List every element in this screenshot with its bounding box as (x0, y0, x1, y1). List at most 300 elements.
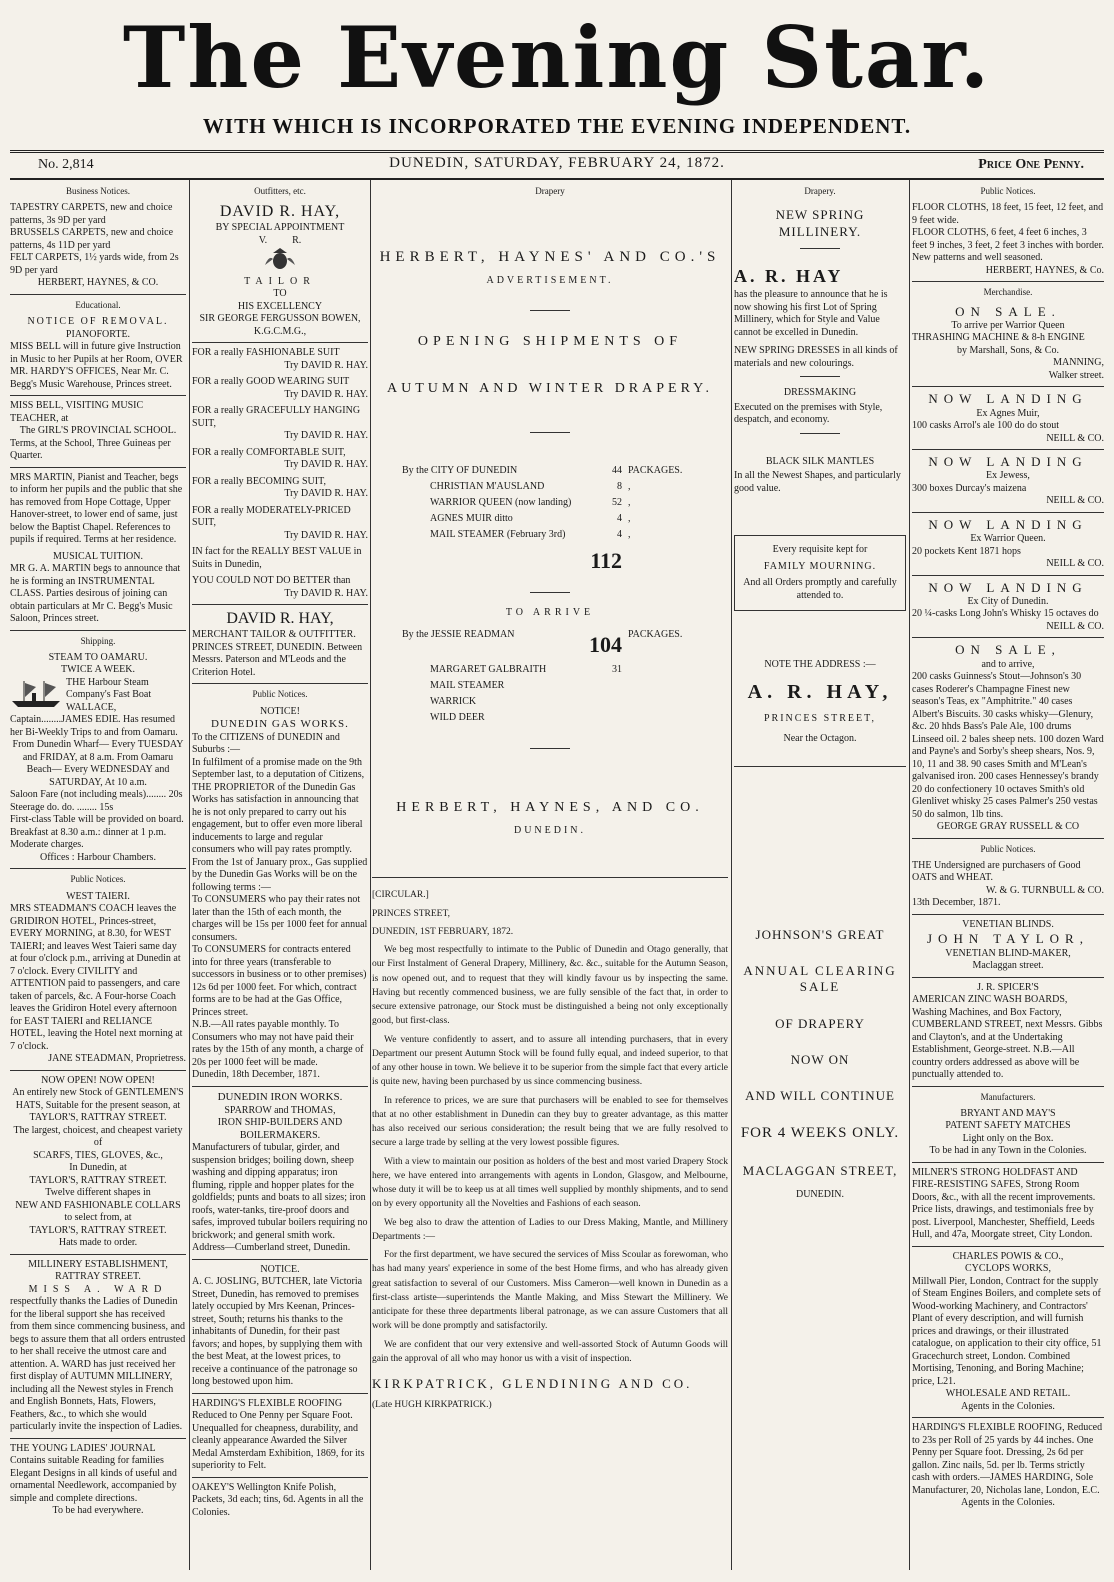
journal-end: To be had everywhere. (52, 1505, 144, 1516)
ad-suit-6 (192, 505, 368, 543)
nowopen-title: NOW OPEN! NOW OPEN! (41, 1074, 155, 1086)
divider (192, 1477, 368, 1478)
dash (530, 748, 570, 749)
floor-2: FLOOR CLOTHS, 6 feet, 4 feet 6 inches, 3 feet 9 inches, 3 feet, 2 feet 3 inches with border. (912, 227, 1104, 251)
ship-unit: , (628, 512, 631, 524)
ship-qty: 44 (612, 464, 622, 476)
section-drapery: Drapery (535, 186, 565, 196)
patent-had: To be had in any Town in the Colonies. (929, 1145, 1087, 1157)
column-5 (912, 182, 1104, 1574)
hh-dunedin: DUNEDIN. (513, 824, 587, 836)
arrive-jessie: By the JESSIE READMAN (402, 629, 515, 641)
johnson-will: AND WILL CONTINUE (745, 1088, 895, 1103)
gas-title: DUNEDIN GAS WORKS. (211, 718, 349, 730)
oakey-body: OAKEY'S Wellington Knife Polish, Packets, 3d each; tins, 6d. Agents in all the Colonies. (192, 1481, 364, 1518)
suit-try: Try DAVID R. HAY. (284, 587, 368, 599)
divider (912, 637, 1104, 638)
landing-sign: NEILL & CO. (1046, 432, 1104, 444)
divider (10, 1070, 186, 1071)
arh-princes: PRINCES STREET, (763, 712, 877, 724)
hh-opening: OPENING SHIPMENTS OF (417, 333, 683, 349)
nowopen-body: An entirely new Stock of GENTLEMEN'S HATS, Suitable for the present season, at TAYLOR'S, RATTRAY STREET. (12, 1087, 184, 1123)
arh-name-2: A. R. HAY, (747, 680, 893, 703)
turnbull-sign: W. & G. TURNBULL & CO. (986, 884, 1104, 896)
arh-octagon: Near the Octagon. (783, 733, 857, 745)
arh-body: has the pleasure to announce that he is now showing his first Lot of Spring Millinery, which for Style and Value cannot be excelled in Dunedin. (734, 289, 888, 338)
divider (10, 395, 186, 396)
ad-landing-4 (912, 580, 1104, 634)
dash (800, 248, 840, 249)
circular-street: PRINCES STREET, (372, 908, 450, 919)
section-outfitters: Outfitters, etc. (254, 186, 306, 196)
divider (912, 1417, 1104, 1418)
landing-items: 20 pockets Kent 1871 hops (912, 545, 1021, 557)
shipment-row (402, 527, 698, 543)
thrash-walker: Walker street. (1048, 369, 1104, 381)
onsale2-sub: and to arrive, (981, 658, 1035, 670)
onsale2-title: ON SALE, (955, 642, 1061, 658)
column-1 (10, 182, 186, 1574)
ad-carpets (10, 202, 186, 290)
spring-millinery: NEW SPRING MILLINERY. (775, 207, 865, 239)
divider (192, 342, 368, 343)
johnson-now: NOW ON (790, 1051, 850, 1067)
suit-try: Try DAVID R. HAY. (284, 459, 368, 471)
josling-body: A. C. JOSLING, BUTCHER, late Victoria Street, Dunedin, has removed to premises lately occupied by Mrs Keenan, Princes-street, South; returns his thanks to the inhabitants of Dunedin, for their past favors; and hopes, by supplying them with the best Meat, at the lowest prices, to receive a continuance of the patronage so long bestowed upon him. (192, 1276, 363, 1387)
landing-items: 100 casks Arrol's ale 100 do do stout (912, 420, 1060, 431)
ship-unit: PACKAGES. (628, 464, 683, 476)
bell-school: The GIRL'S PROVINCIAL SCHOOL. (19, 425, 177, 436)
johnson-title: JOHNSON'S GREAT (755, 926, 885, 942)
spacer (622, 662, 698, 678)
shipment-total-row (402, 543, 698, 578)
shipment-list (372, 463, 728, 578)
ad-spicer (912, 982, 1104, 1082)
landing-sign: NEILL & CO. (1046, 558, 1104, 569)
ship-qty: 4 (617, 528, 622, 540)
circular-para: In reference to prices, we are sure that purchasers will be enabled to see for themselves that at no other establishment in Dunedin can they buy to greater advantage, as this matter has also received our serious consideration; the result being that we are fully resolved to secure a large trade by selling at the very lowest possible figures. (372, 1095, 728, 1149)
suit-try: Try DAVID R. HAY. (284, 388, 368, 400)
issue-date: DUNEDIN, SATURDAY, FEBRUARY 24, 1872. (389, 155, 725, 171)
iron-firm: SPARROW and THOMAS, (224, 1104, 336, 1116)
gas-date: Dunedin, 18th December, 1871. (192, 1069, 320, 1081)
steam-offices: Offices : Harbour Chambers. (40, 851, 156, 863)
thrash-by: by Marshall, Sons, & Co. (957, 344, 1059, 356)
carpet-tapestry: TAPESTRY CARPETS, new and choice patterns, 3s 9D per yard (10, 202, 173, 226)
ship-qty: 8 (617, 480, 622, 492)
divider (912, 914, 1104, 915)
ad-roofing-2 (912, 1422, 1104, 1510)
hay-sir: SIR GEORGE FERGUSSON BOWEN, K.G.C.M.G., (199, 313, 361, 337)
scarfs-lead: The largest, choicest, and cheapest variety of (13, 1124, 183, 1148)
roof2-agents: Agents in the Colonies. (961, 1497, 1055, 1509)
gas-nb: N.B.—All rates payable monthly. To Consumers who may not have paid their rates by the 15th of any month, a charge of 20s per 1000 feet will be made. (192, 1019, 364, 1068)
column-divider (370, 180, 371, 1570)
column-divider (909, 180, 910, 1570)
ship-qty: 52 (612, 496, 622, 508)
mantles-body: In all the Newest Shapes, and particularly good value. (734, 470, 901, 494)
circular-para: We venture confidently to assert, and to assure all intending purchasers, that in every Department our present Autumn Stock will be found fully equal, and indeed superior, to that of any other house in town. We believe it to be superior from the simple fact that every article is quite new, having been purchased by us since commencing business. (372, 1034, 728, 1088)
tuition-title: MUSICAL TUITION. (53, 550, 143, 562)
gas-jan: From the 1st of January prox., Gas supplied by the Dunedin Gas Works will be on the following terms :— (192, 856, 368, 893)
spicer-body: AMERICAN ZINC WASH BOARDS, Washing Machines, and Box Factory, CUMBERLAND STREET, next Messrs. Gibbs and Clayton's, and at the Undertaking Establishment, George-street. N.B.—All country orders addressed as above will be punctually attended to. (912, 994, 1103, 1080)
section-educational: Educational. (10, 294, 186, 313)
ship-qty: 4 (617, 512, 622, 524)
section-public-4: Public Notices. (912, 838, 1104, 857)
divider (192, 604, 368, 605)
steam-title: STEAM TO OAMARU. (48, 651, 148, 663)
section-business: Business Notices. (66, 186, 130, 196)
divider (372, 877, 728, 878)
circular-para: We beg also to draw the attention of Ladies to our Dress Making, Mantle, and Millinery Departments :— (372, 1217, 728, 1242)
taieri-body: MRS STEADMAN'S COACH leaves the GRIDIRON HOTEL, Princes-street, EVERY MORNING, at 8.30, for WEST TAIERI; and leaves West Taieri same day at four o'clock p.m., arriving at Dunedin at 7 o'clock. Every CIVILITY and ATTENTION paid to passengers, and care taken of parcels, &c. A Four-horse Coach leaves the Gridiron Hotel every afternoon for EAST TAIERI and RELIANCE HOTEL, leaving the Hotel next morning at 7 o'clock. (10, 903, 183, 1052)
iron-body: Manufacturers of tubular, girder, and suspension bridges; boiling down, sheep washing and dipping apparatus; iron fluming, ripple and hopper plates for the goldfields; punts and boats to all sizes; iron roofs, water-tanks, tire-proof doors and safes, improved tubular boilers requiring no brickwork; and general smith work. Address—Cumberland street, Dunedin. (192, 1142, 368, 1253)
mantles-title: BLACK SILK MANTLES (765, 455, 875, 467)
landing-title: NOW LANDING (928, 454, 1088, 469)
divider (912, 512, 1104, 513)
taylor-sub: VENETIAN BLIND-MAKER, (945, 947, 1071, 959)
roof2-body: HARDING'S FLEXIBLE ROOFING, Reduced to 23s per Roll of 25 yards by 44 inches. One Penny per Square foot. Dressing, 2s 6d per gallon. Zinc nails, 5d. per lb. Terms strictly cash with orders.—JAMES HARDING, Sole Manufacturer, 20, Nicholas lane, London, E.C. (912, 1422, 1103, 1496)
steam-wharf: From Dunedin Wharf— Every TUESDAY and FRIDAY, at 8 a.m. From Oamaru Beach— Every WEDNESDAY and SATURDAY, At 10 a.m. (12, 739, 184, 788)
divider (192, 1259, 368, 1260)
circular-para: We are confident that our very extensive and well-assorted Stock of Autumn Goods will gain the approval of all who may honor us with a visit of inspection. (372, 1339, 728, 1364)
iron-title: DUNEDIN IRON WORKS. (217, 1090, 343, 1103)
floor-1: FLOOR CLOTHS, 18 feet, 15 feet, 12 feet, and 9 feet wide. (912, 202, 1104, 226)
landing-sign: NEILL & CO. (1046, 495, 1104, 507)
circular (372, 888, 728, 1412)
hay-to: TO (273, 288, 287, 300)
ward-title: MISS A. WARD (28, 1283, 168, 1295)
oats-body: THE Undersigned are purchasers of Good OATS and WHEAT. (912, 859, 1081, 884)
onsale-to: To arrive per Warrior Queen (951, 319, 1065, 331)
hay-name: DAVID R. HAY, (219, 203, 341, 221)
kirk-firm: KIRKPATRICK, GLENDINING AND CO. (372, 1376, 693, 1392)
suit-try: Try DAVID R. HAY. (284, 488, 368, 500)
hay-appointment: BY SPECIAL APPOINTMENT (215, 222, 345, 234)
divider (912, 1246, 1104, 1247)
powis-body: Millwall Pier, London, Contract for the supply of Steam Engines Boilers, and complete sets of Wood-working Machinery, and Contractors' Plant of every description, and will furnish prices and drawings, or their illustrated catalogue, on application to their city office, 51 Gracechurch street, London. Combined Mortising, Tenoning, and Boring Machine; price, L21. (912, 1275, 1102, 1387)
ship-total: 112 (590, 547, 622, 573)
collars-to: to select from, at (64, 1212, 132, 1223)
powis-agents: Agents in the Colonies. (961, 1400, 1055, 1412)
hay-vr-text: V. R. (258, 234, 302, 246)
landing-sign: NEILL & CO. (1046, 620, 1104, 632)
johnson-annual: ANNUAL CLEARING SALE (743, 963, 897, 995)
shipment-row (402, 511, 698, 527)
ad-thrash (912, 304, 1104, 383)
suit-line: FOR a really FASHIONABLE SUIT (192, 347, 340, 359)
ad-floorcloth (912, 202, 1104, 277)
issue-price: Price One Penny. (978, 157, 1084, 172)
carpet-brussels: BRUSSELS CARPETS, new and choice patterns, 4s 11D per yard (10, 227, 174, 251)
suit-line: FOR a really COMFORTABLE SUIT, (192, 446, 346, 458)
mourning-orders: And all Orders promptly and carefully attended to. (743, 577, 897, 601)
landing-title: NOW LANDING (928, 516, 1088, 532)
taieri-sign: JANE STEADMAN, Proprietress. (48, 1053, 186, 1064)
ad-russell (912, 642, 1104, 833)
arrive-row (402, 694, 698, 710)
notice-title: NOTICE! (260, 705, 300, 717)
ad-tuition (10, 551, 186, 626)
hats-order: Hats made to order. (58, 1237, 138, 1248)
ad-millinery (10, 1259, 186, 1434)
patent-sub: Light only on the Box. (962, 1132, 1054, 1144)
column-4 (734, 182, 906, 1574)
divider (10, 1254, 186, 1255)
taylor-name: JOHN TAYLOR, (927, 931, 1089, 947)
gas-term-2: To CONSUMERS for contracts entered into for three years (transferable to successors in business or to other premises) 12s 6d per 1000 feet. For which, contract forms are to be had at the Gas Office, Princes street. (192, 944, 367, 1018)
arrive-qty: 31 (612, 664, 622, 676)
landing-ship: Ex Jewess, (986, 470, 1030, 482)
thrash-machine: THRASHING MACHINE & 8-h ENGINE (912, 332, 1085, 344)
collars: NEW AND FASHIONABLE COLLARS (15, 1199, 181, 1211)
suit-line: FOR a really BECOMING SUIT, (192, 475, 326, 487)
shipment-row (402, 463, 698, 479)
circular-para: With a view to maintain our position as holders of the best and most varied Drapery Stock here, we have entered into arrangements with agents in London, Glasgow, and Melbourne, whose duty it will be to keep us at all times well supplied by monthly shipments, and to send on by every opportunity all the Novelties and Fashions of each season. (372, 1156, 728, 1210)
issue-number: No. 2,814 (38, 157, 94, 172)
shipment-row (402, 479, 698, 495)
ship-name: MAIL STEAMER (February 3rd) (430, 528, 566, 540)
carpet-felt: FELT CARPETS, 1½ yards wide, from 2s 9D per yard (10, 252, 179, 276)
ad-landing-1 (912, 391, 1104, 445)
divider (912, 386, 1104, 387)
ad-journal (10, 1443, 186, 1518)
ad-taylor-hats (10, 1075, 186, 1250)
iron-sub: IRON SHIP-BUILDERS AND BOILERMAKERS. (217, 1117, 343, 1141)
onsale-title: ON SALE. (955, 303, 1061, 319)
removal-body: MISS BELL will in future give Instruction in Music to her Pupils at her Room, OVER MR. HARDY'S OFFICES, Near Mr. C. Begg's Music Warehouse, Princes street. (10, 341, 183, 390)
column-2 (192, 182, 368, 1574)
section-public-3: Public Notices. (980, 186, 1036, 196)
circular-label: [CIRCULAR.] (372, 890, 429, 901)
roof-body: HARDING'S FLEXIBLE ROOFING Reduced to One Penny per Square Foot. Unequalled for cheapness, durability, and cleanly appearance Awarded the Silver Medal Amsterdam Exhibition, 1869, for its superiority to Felt. (192, 1397, 365, 1471)
arrive-row (402, 627, 698, 662)
ship-name: WARRIOR QUEEN (now landing) (430, 496, 572, 508)
gas-body: In fulfilment of a promise made on the 9th September last, to a deputation of Citizens, THE PROPRIETOR of the Dunedin Gas Works has satisfaction in announcing that he is not only prepared to carry out his engagement, but to offer even more liberal inducements to large and regular consumers who will pay rates promptly. (192, 756, 365, 856)
mourning-req: Every requisite kept for (772, 544, 868, 556)
masthead-subtitle: WITH WHICH IS INCORPORATED THE EVENING INDEPENDENT. (202, 114, 912, 138)
dash (530, 432, 570, 433)
floor-3: New patterns and well seasoned. (912, 252, 1043, 264)
johnson-street: MACLAGGAN STREET, (742, 1163, 898, 1178)
arrive-jessie-unit: PACKAGES. (628, 629, 683, 641)
landing-title: NOW LANDING (928, 391, 1088, 407)
ad-roofing (192, 1398, 368, 1473)
ad-steam (10, 652, 186, 865)
steam-table: First-class Table will be provided on board. Breakfast at 8.30 a.m.: dinner at 1 p.m. Moderate charges. (10, 814, 184, 851)
scarfs-at: TAYLOR'S, RATTRAY STREET. (29, 1174, 167, 1186)
ad-suit-1 (192, 347, 368, 372)
ad-hay (192, 202, 368, 338)
floor-sign: HERBERT, HAYNES, & Co. (985, 264, 1104, 276)
powis-title: CHARLES POWIS & CO., (952, 1250, 1064, 1262)
gas-term-1: To CONSUMERS who pay their rates not later than the 15th of each month, the charges will be 15s per 1000 feet for annual consumers. (192, 894, 368, 943)
suit-try: Try DAVID R. HAY. (284, 430, 368, 442)
spicer-title: J. R. SPICER'S (977, 981, 1039, 993)
spacer (622, 543, 698, 578)
spacer (402, 543, 542, 578)
ad-powis (912, 1251, 1104, 1414)
landing-items: 300 boxes Durcay's maizena (912, 482, 1027, 494)
ad-matches (912, 1108, 1104, 1158)
ad-suit-4 (192, 447, 368, 472)
divider (192, 1393, 368, 1394)
millinery-sub: RATTRAY STREET. (55, 1271, 141, 1282)
hh-autumn: AUTUMN AND WINTER DRAPERY. (387, 381, 713, 396)
ad-gas (192, 706, 368, 1082)
hh-firm-2: HERBERT, HAYNES, AND CO. (396, 800, 704, 816)
hay2-name: DAVID R. HAY, (226, 610, 334, 628)
patent-title: PATENT SAFETY MATCHES (945, 1120, 1071, 1132)
scarfs-in: In Dunedin, at (69, 1162, 127, 1173)
kirk-late: (Late HUGH KIRKPATRICK.) (372, 1399, 492, 1410)
dash (800, 433, 840, 434)
mourning-title: FAMILY MOURNING. (763, 560, 877, 572)
masthead-title: The Evening Star. (122, 8, 992, 107)
arrive-ship: WARRICK (430, 696, 477, 708)
dash (800, 376, 840, 377)
ad-better (192, 575, 368, 600)
ward-body: respectfully thanks the Ladies of Dunedin for the liberal support she has received from them since commencing business, and begs to assure them that all orders entrusted to her shall receive the utmost care and attention. A. WARD has just received her first display of AUTUMN MILLINERY, including all the Newest styles in French and English Bonnets, Hats, Flowers, Feathers, &c., to which she would particularly invite the inspection of Ladies. (10, 1296, 186, 1432)
ad-suit-2 (192, 376, 368, 401)
dressmaking-body: Executed on the premises with Style, despatch, and economy. (734, 401, 883, 426)
ad-bell (10, 400, 186, 463)
journal-body: THE YOUNG LADIES' JOURNAL Contains suitable Reading for families Elegant Designs in all kinds of useful and ornamental Needlework, accompanied by simple and complete directions. (10, 1442, 177, 1504)
scarfs: SCARFS, TIES, GLOVES, &c., (33, 1149, 163, 1161)
section-drapery-2: Drapery. (804, 186, 836, 196)
ad-martin (10, 472, 186, 547)
milner-body: MILNER'S STRONG HOLDFAST AND FIRE-RESISTING SAFES, Strong Room Doors, &c., with all the recent improvements. Price lists, drawings, and testimonials free by post. Liverpool, Manchester, Sheffield, Leeds Hull, and 47a, Moorgate street, City London. (912, 1166, 1096, 1241)
hh-advert: ADVERTISEMENT. (486, 275, 614, 286)
ad-johnson (734, 927, 906, 1202)
shipment-row (402, 495, 698, 511)
gas-to: To the CITIZENS of DUNEDIN and Suburbs :— (192, 731, 340, 756)
turnbull-date: 13th December, 1871. (912, 897, 1001, 909)
suit-line: FOR a really GRACEFULLY HANGING SUIT, (192, 405, 361, 429)
ad-iron (192, 1091, 368, 1255)
thrash-manning: MANNING, (1053, 357, 1104, 369)
arh-dresses: NEW SPRING DRESSES in all kinds of materials and new colourings. (734, 345, 898, 369)
suit-try: Try DAVID R. HAY. (284, 359, 368, 371)
landing-title: NOW LANDING (928, 579, 1088, 595)
powis-sub: CYCLOPS WORKS, (965, 1263, 1051, 1275)
divider (912, 977, 1104, 978)
ad-suit-3 (192, 405, 368, 443)
divider (192, 1086, 368, 1087)
removal-sub: PIANOFORTE. (65, 328, 131, 340)
column-divider (731, 180, 732, 1570)
ship-unit: , (628, 528, 631, 540)
suit-line: FOR a really MODERATELY-PRICED SUIT, (192, 504, 351, 529)
johnson-of: OF DRAPERY (775, 1015, 865, 1031)
circular-para: We beg most respectfully to intimate to the Public of Dunedin and Otago generally, that our First Instalment of General Drapery, Millinery, &c. &c., suitable for the Autumn Season, is now opened out, and to request that they will kindly favour us by inspecting the same. Having but recently commenced business, we are fully sensible of the fact that, in order to secure extensive patronage, our Stock must be distinguished a being not only exceptionally good, but first-class. (372, 945, 728, 1027)
ship-unit: , (628, 480, 631, 492)
column-3 (372, 182, 728, 1574)
ship-name: AGNES MUIR ditto (430, 512, 513, 524)
removal-title: NOTICE OF REMOVAL. (27, 316, 169, 327)
ad-taylor-blinds (912, 919, 1104, 973)
divider (10, 467, 186, 468)
suit-line: FOR a really GOOD WEARING SUIT (192, 376, 350, 388)
spacer (372, 350, 728, 380)
divider (912, 1162, 1104, 1163)
ad-removal (10, 316, 186, 391)
tuition-body: MR G. A. MARTIN begs to announce that he is forming an INSTRUMENTAL CLASS. Parties desirous of joining can obtain particulars at Mr C. Begg's Music Saloon, Princes street. (10, 563, 181, 624)
johnson-for: FOR 4 WEEKS ONLY. (740, 1125, 900, 1142)
arrive-row (402, 662, 698, 678)
ad-hay-2 (192, 609, 368, 679)
taylor-street: Maclaggan street. (972, 960, 1044, 971)
josling-title: NOTICE. (260, 1263, 300, 1275)
divider (10, 1438, 186, 1439)
landing-ship: Ex Warrior Queen. (970, 533, 1046, 544)
section-public: Public Notices. (10, 868, 186, 887)
ship-name: CHRISTIAN M'AUSLAND (430, 480, 545, 492)
ad-best-value (192, 546, 368, 571)
bryant-title: BRYANT AND MAY'S (960, 1107, 1056, 1119)
arrive-ship: MARGARET GALBRAITH (430, 664, 547, 676)
dash (530, 592, 570, 593)
arrive-jessie-qty: 104 (589, 632, 622, 658)
arrive-ship: WILD DEER (430, 712, 485, 724)
hay-vr (192, 235, 368, 248)
steam-sub: TWICE A WEEK. (61, 664, 135, 676)
carpet-firm: HERBERT, HAYNES, & CO. (37, 277, 159, 289)
dressmaking-title: DRESSMAKING (783, 387, 857, 399)
arrive-row (402, 678, 698, 694)
royal-crest-icon (263, 247, 297, 271)
collars-at: TAYLOR'S, RATTRAY STREET. (29, 1224, 167, 1236)
note-address: NOTE THE ADDRESS :— (764, 659, 876, 671)
masthead (0, 0, 1114, 150)
steam-fares: Saloon Fare (not including meals)........ 20s Steerage do. do. ........ 15s (10, 789, 183, 813)
johnson-dunedin: DUNEDIN. (795, 1189, 845, 1201)
ship-name: By the CITY OF DUNEDIN (402, 464, 518, 476)
landing-ship: Ex Agnes Muir, (976, 407, 1040, 419)
hay-tailor: TAILOR (244, 275, 316, 287)
russell-sign: GEORGE GRAY RUSSELL & CO (936, 821, 1080, 832)
ad-suit-5 (192, 476, 368, 501)
hh-firm: HERBERT, HAYNES' AND CO.'S (379, 249, 721, 266)
better-line: YOU COULD NOT DO BETTER than (192, 575, 351, 587)
landing-ship: Ex City of Dunedin. (967, 595, 1049, 607)
ad-landing-2 (912, 454, 1104, 508)
suit-try: Try DAVID R. HAY. (284, 529, 368, 541)
arrive-ship: MAIL STEAMER (430, 680, 505, 692)
bell-terms: Terms, at the School, Three Guineas per Quarter. (10, 437, 171, 461)
collars-lead: Twelve different shapes in (45, 1187, 151, 1198)
arrive-row (402, 710, 698, 726)
column-divider (189, 180, 190, 1570)
mourning-box (734, 535, 906, 611)
landing-items: 20 ¼-casks Long John's Whisky 15 octaves do (912, 608, 1099, 620)
russell-stock: 200 casks Guinness's Stout—Johnson's 30 cases Roderer's Champagne Finest new season's Teas, ex "Amphitrite." 40 cases Albert's Biscuits. 30 casks whisky—Glenury, &c. 20 hhds Bass's Pale Ale, 100 drums Linseed oil. 2 bales sheep nets. 100 dozen Ward and Payne's and Sorby's sheep shears, Nos. 9, 10, 11 and 38. 90 cases Smith and M'Lean's galvanised iron. 200 cases Hennessey's brandy 20 do confectionery 10 octaves Smith's old Glenlivet whisky 25 cases Palmer's 250 vestas 50 do salmon, 1lb tins. (912, 671, 1104, 820)
ad-landing-3 (912, 517, 1104, 571)
arh-name: A. R. HAY (734, 265, 844, 286)
hay2-body: MERCHANT TAILOR & OUTFITTER. PRINCES STREET, DUNEDIN. Between Messrs. Paterson and M'Leods and the Criterion Hotel. (192, 629, 363, 678)
millinery-title: MILLINERY ESTABLISHMENT, (28, 1258, 168, 1270)
ad-turnbull (912, 860, 1104, 910)
section-shipping: Shipping. (10, 630, 186, 649)
powis-wholesale: WHOLESALE AND RETAIL. (945, 1388, 1071, 1400)
hay-excellency: HIS EXCELLENCY (237, 300, 323, 312)
steamship-icon (10, 677, 62, 709)
divider (912, 575, 1104, 576)
section-public: Public Notices. (192, 683, 368, 702)
ad-milner (912, 1167, 1104, 1242)
taieri-title: WEST TAIERI. (66, 890, 130, 902)
ad-oakey (192, 1482, 368, 1520)
